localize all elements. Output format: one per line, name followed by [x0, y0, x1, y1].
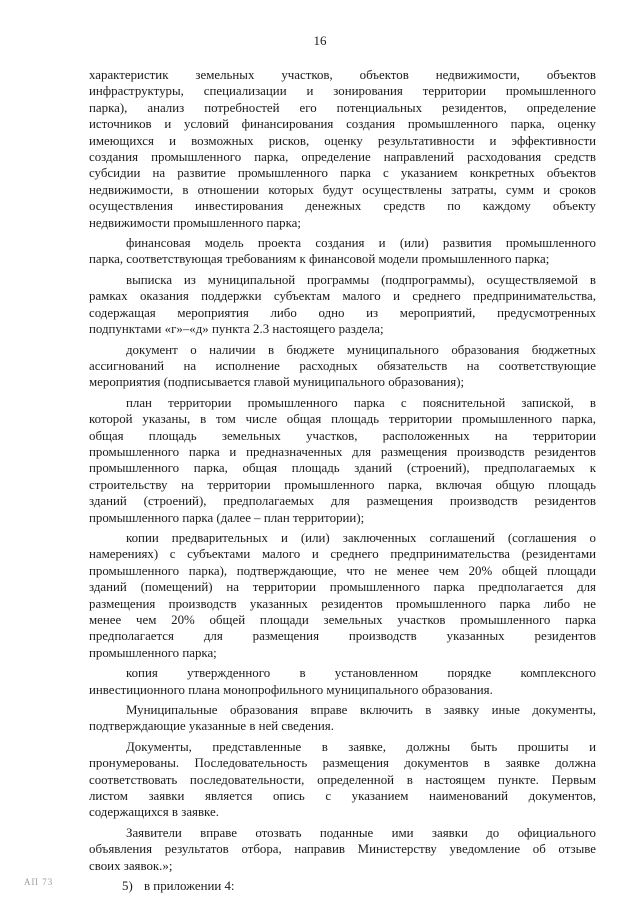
paragraph [89, 342, 596, 391]
paragraph-line: копии предварительных и (или) заключенных соглашений (соглашения о [126, 530, 596, 545]
paragraph-line: менее чем 20% общей площади земельных участков промышленного парка [89, 613, 596, 627]
footer-mark: АП 73 [24, 877, 54, 887]
paragraph [89, 739, 596, 821]
paragraph-line: намерениях) с субъектами малого и среднего предпринимательства (резидентами [89, 547, 596, 562]
paragraph-line: парка, соответствующая требованиям к финансовой модели промышленного парка; [89, 252, 550, 267]
paragraph [89, 665, 596, 698]
paragraph-line: общая площадь земельных участков, расположенных на территории [89, 428, 596, 443]
paragraph-line: соответствовать последовательности, определенной в настоящем пункте. Первым [89, 772, 596, 787]
paragraph-line: листом заявки является опись с указанием наименований документов, [89, 789, 596, 804]
paragraph [89, 67, 596, 231]
document-body [89, 67, 596, 895]
paragraph-line: содержащая мероприятия либо одно из мероприятий, предусмотренных [89, 305, 596, 320]
paragraph-line: документ о наличии в бюджете муниципального образования бюджетных [126, 342, 596, 357]
paragraph-line: своих заявок.»; [89, 858, 173, 873]
page-number: 16 [313, 33, 327, 48]
paragraph-line: предполагается для размещения производств указанных резидентов [89, 629, 596, 644]
paragraph-line: копия утвержденного в установленном порядке комплексного [126, 666, 596, 681]
list-item [89, 878, 596, 894]
paragraph-line: имеющихся и возможных рисков, оценку результативности и эффективности [89, 133, 596, 148]
paragraph-line: план территории промышленного парка с пояснительной запиской, в [126, 395, 596, 410]
paragraph-line: содержащихся в заявке. [89, 805, 219, 820]
list-item-number: 5) [122, 879, 133, 894]
paragraph-line: Заявители вправе отозвать поданные ими заявки до официального [126, 825, 596, 840]
paragraph [89, 272, 596, 338]
paragraph-line: источников и условий финансирования создания промышленного парка, оценку [89, 117, 596, 132]
paragraph [89, 530, 596, 661]
paragraph-line: ассигнований на исполнение расходных обязательств на соответствующие [89, 358, 596, 373]
paragraph-line: промышленного парка и предназначенных для размещения производств резидентов [89, 444, 596, 459]
paragraph-line: характеристик земельных участков, объектов недвижимости, объектов [89, 68, 596, 82]
paragraph-line: недвижимости, в отношении которых будут осуществлены затраты, сумм и сроков [89, 182, 596, 197]
paragraph [89, 235, 596, 268]
paragraph-line: осуществления инвестирования денежных средств по каждому объекту [89, 199, 596, 214]
paragraph-line: строительству на территории промышленного парка, включая общую площадь [89, 477, 596, 492]
paragraph-line: Документы, представленные в заявке, должны быть прошиты и [126, 739, 596, 754]
paragraph-line: недвижимости промышленного парка; [89, 215, 301, 230]
paragraph-line: промышленного парка (далее – план территории); [89, 510, 365, 525]
paragraph-line: объявления результатов отбора, направив Министерству уведомление об отзыве [89, 842, 596, 857]
paragraph-line: подпунктами «г»–«д» пункта 2.3 настоящего раздела; [89, 322, 384, 337]
paragraph-line: промышленного парка), подтверждающие, что не менее чем 20% общей площади [89, 563, 596, 578]
paragraph-line: финансовая модель проекта создания и (или) развития промышленного [126, 236, 596, 251]
paragraph [89, 702, 596, 735]
paragraph [89, 825, 596, 874]
paragraph-line: парка), анализ потребностей его потенциальных резидентов, определение [89, 100, 596, 115]
paragraph-line: создания промышленного парка, определение направлений расходования средств [89, 150, 596, 165]
paragraph-line: подтверждающие указанные в ней сведения. [89, 719, 334, 734]
paragraph-line: субсидии на развитие промышленного парка с указанием конкретных объектов [89, 166, 596, 181]
paragraph-line: рамках оказания поддержки субъектам малого и среднего предпринимательства, [89, 289, 596, 304]
paragraph-line: пронумерованы. Последовательность размещения документов в заявке должна [89, 756, 596, 771]
list-item-text: в приложении 4: [144, 879, 235, 894]
paragraph-line: инфраструктуры, специализации и зонирования территории промышленного [89, 84, 596, 99]
paragraph [89, 395, 596, 526]
paragraph-line: промышленного парка, общая площадь зданий (строений), предполагаемых к [89, 461, 596, 476]
paragraph-line: мероприятия (подписывается главой муниципального образования); [89, 375, 465, 390]
paragraph-line: промышленного парка; [89, 645, 217, 660]
paragraph-line: которой указаны, в том числе общая площадь территории промышленного парка, [89, 412, 596, 427]
paragraph-line: зданий (строений), предполагаемых для размещения производств резидентов [89, 494, 596, 509]
paragraph-line: размещения производств указанных резидентов промышленного парка либо не [89, 596, 596, 611]
paragraph-line: выписка из муниципальной программы (подпрограммы), осуществляемой в [126, 272, 596, 287]
paragraph-line: инвестиционного плана монопрофильного муниципального образования. [89, 682, 493, 697]
paragraph-line: зданий (помещений) на территории промышленного парка предполагается для [89, 580, 596, 595]
paragraph-line: Муниципальные образования вправе включить в заявку иные документы, [126, 703, 596, 718]
